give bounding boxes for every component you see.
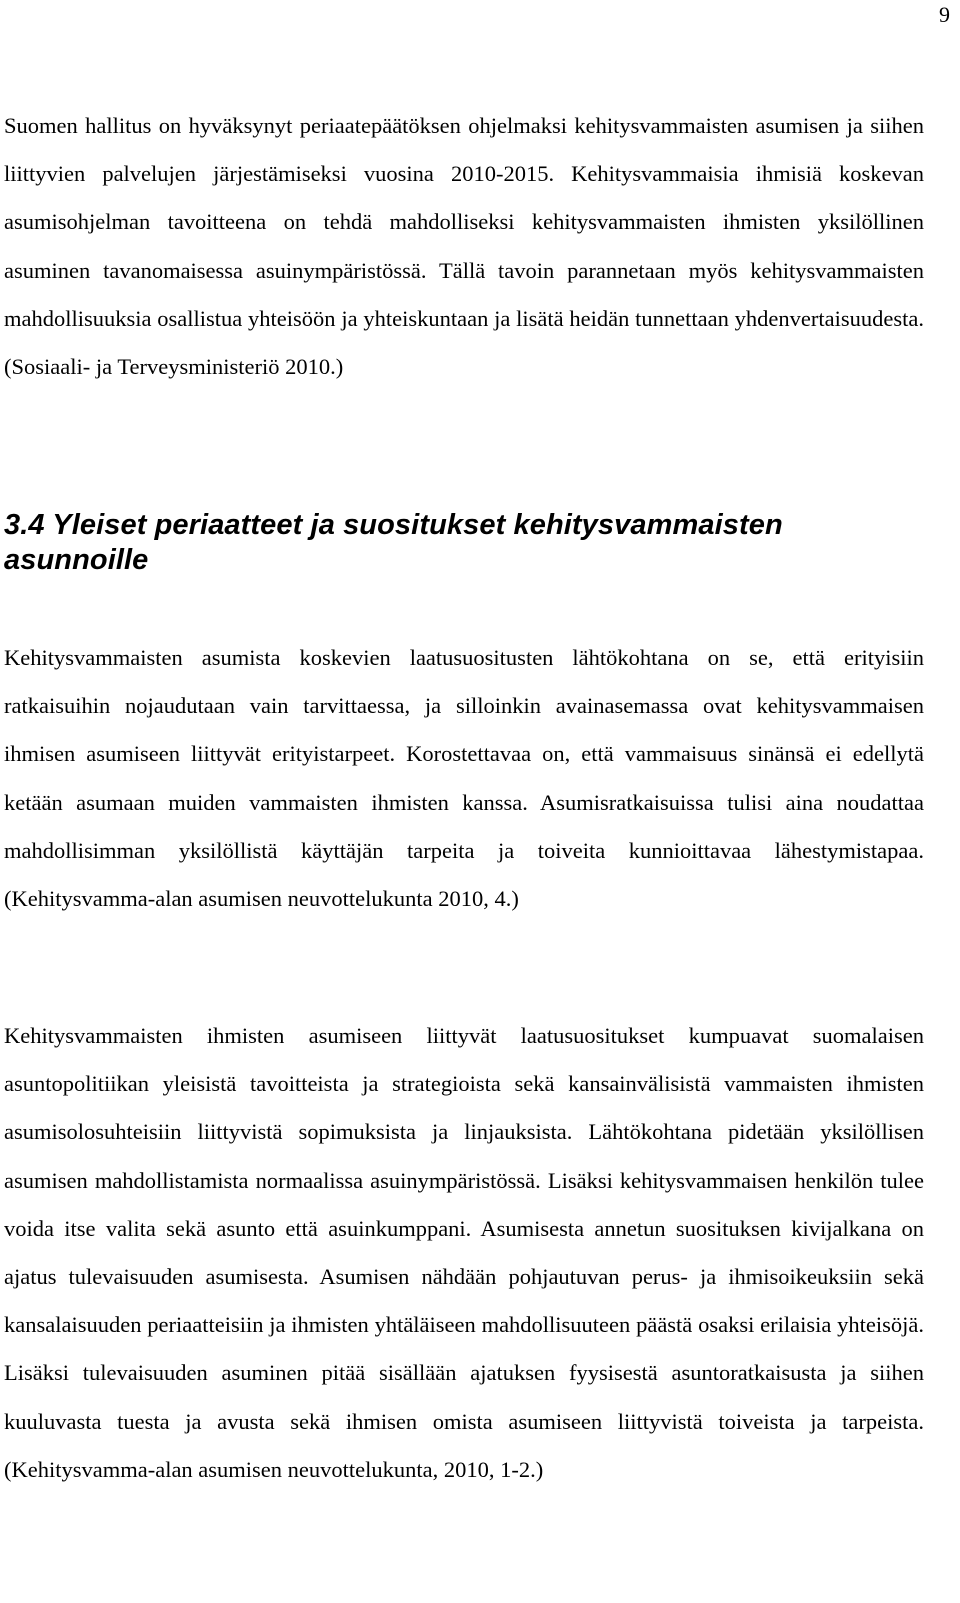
paragraph-quality-recommendations: Kehitysvammaisten asumista koskevien laatusuositusten lähtökohtana on se, että erityisiin ratkaisuihin nojaudutaan vain tarvittaessa, ja silloinkin avainasemassa ovat kehitysvammaisen ihmisen asumiseen liittyvät erityistarpeet. Korostettavaa on, että vammaisuus sinänsä ei edellytä ketään asumaan muiden vammaisten ihmisten kanssa. Asumisratkaisuissa tulisi aina noudattaa mahdollisimman yksilöllistä käyttäjän tarpeita ja toiveita kunnioittavaa lähestymistapaa. (Kehitysvamma-alan asumisen neuvottelukunta 2010, 4.) (4, 645, 924, 912)
page-number: 9 (939, 2, 950, 27)
paragraph-government-decision: Suomen hallitus on hyväksynyt periaatepäätöksen ohjelmaksi kehitysvammaisten asumisen ja siihen liittyvien palvelujen järjestämiseksi vuosina 2010-2015. Kehitysvammaisia ihmisiä koskevan asumisohjelman tavoitteena on tehdä mahdolliseksi kehitysvammaisten ihmisten yksilöllinen asuminen tavanomaisessa asuinympäristössä. Tällä tavoin parannetaan myös kehitysvammaisten mahdollisuuksia osallistua yhteisöön ja yhteiskuntaan ja lisätä heidän tunnettaan yhdenvertaisuudesta. (Sosiaali- ja Terveysministeriö 2010.) (4, 113, 924, 380)
paragraph-housing-policy: Kehitysvammaisten ihmisten asumiseen liittyvät laatusuositukset kumpuavat suomalaisen asuntopolitiikan yleisistä tavoitteista ja strategioista sekä kansainvälisistä vammaisten ihmisten asumisolosuhteisiin liittyvistä sopimuksista ja linjauksista. Lähtökohtana pidetään yksilöllisen asumisen mahdollistamista normaalissa asuinympäristössä. Lisäksi kehitysvammaisen henkilön tulee voida itse valita sekä asunto että asuinkumppani. Asumisesta annetun suosituksen kivijalkana on ajatus tulevaisuuden asumisesta. Asumisen nähdään pohjautuvan perus- ja ihmisoikeuksiin sekä kansalaisuuden periaatteisiin ja ihmisten yhtäläiseen mahdollisuuteen päästä osaksi erilaisia yhteisöjä. Lisäksi tulevaisuuden asuminen pitää sisällään ajatuksen fyysisestä asuntoratkaisusta ja siihen kuuluvasta tuesta ja avusta sekä ihmisen omista asumiseen liittyvistä toiveista ja tarpeista. (Kehitysvamma-alan asumisen neuvottelukunta, 2010, 1-2.) (4, 1023, 924, 1482)
section-heading: 3.4 Yleiset periaatteet ja suositukset kehitysvammaisten asunnoille (4, 509, 783, 576)
